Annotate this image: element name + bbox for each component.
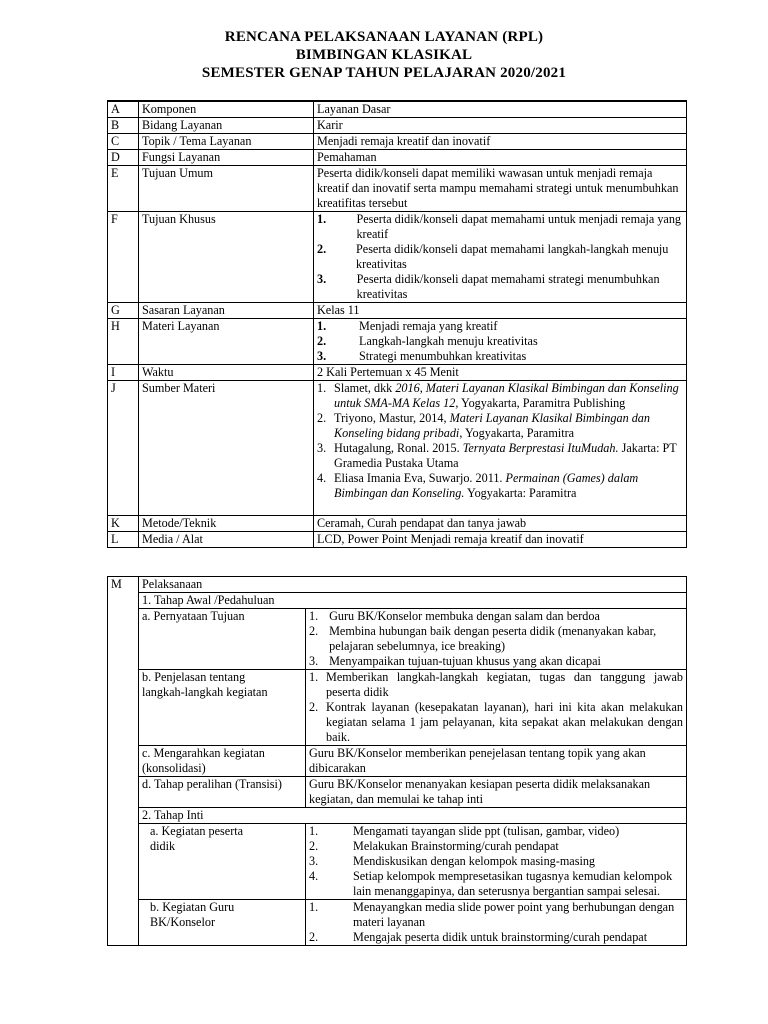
- row-label: Sumber Materi: [139, 381, 314, 516]
- row-label: Media / Alat: [139, 532, 314, 548]
- row-value: [314, 381, 687, 516]
- row-value: Layanan Dasar: [314, 101, 687, 118]
- list-item: 2. Triyono, Mastur, 2014, Materi Layanan Klasikal Bimbingan dan Konseling bidang pribadi, Yogyakarta, Paramitra: [317, 411, 650, 440]
- row-label: Komponen: [139, 101, 314, 118]
- list-item: 3. Menyampaikan tujuan-tujuan khusus yang akan dicapai: [309, 654, 601, 668]
- stage-heading: 1. Tahap Awal /Pedahuluan: [139, 593, 687, 609]
- document-title: [0, 28, 768, 82]
- table-row: [108, 777, 687, 808]
- list-item: 1. Guru BK/Konselor membuka dengan salam dan berdoa: [309, 609, 600, 623]
- row-label: Metode/Teknik: [139, 516, 314, 532]
- row-value: 2 Kali Pertemuan x 45 Menit: [314, 365, 687, 381]
- list-item: 3. Strategi menumbuhkan kreativitas: [317, 349, 527, 363]
- table-row: [108, 824, 687, 900]
- step-label: a. Pernyataan Tujuan: [139, 609, 306, 670]
- title-line-2: BIMBINGAN KLASIKAL: [295, 47, 473, 63]
- table-row: [108, 746, 687, 777]
- table-row: [108, 212, 687, 303]
- list-item: 1. Peserta didik/konseli dapat memahami untuk menjadi remaja yang kreatif: [317, 212, 682, 241]
- list-item: 2. Peserta didik/konseli dapat memahami langkah-langkah menuju kreativitas: [317, 242, 669, 271]
- step-label: d. Tahap peralihan (Transisi): [139, 777, 306, 808]
- list-item: 2. Langkah-langkah menuju kreativitas: [317, 334, 538, 348]
- title-line-1: RENCANA PELAKSANAAN LAYANAN (RPL): [224, 29, 544, 45]
- table-row: [108, 808, 687, 824]
- stage-heading: 2. Tahap Inti: [139, 808, 687, 824]
- table-row: [108, 593, 687, 609]
- list-item: 2. Mengajak peserta didik untuk brainstorming/curah pendapat: [309, 930, 648, 944]
- table-row: [108, 319, 687, 365]
- row-code: C: [108, 134, 139, 150]
- row-code: D: [108, 150, 139, 166]
- table-row: [108, 118, 687, 134]
- step-value: Guru BK/Konselor memberikan penejelasan tentang topik yang akan dibicarakan: [306, 746, 687, 777]
- table-row: [108, 134, 687, 150]
- rpl-component-table: [107, 100, 687, 548]
- list-item: 1. Mengamati tayangan slide ppt (tulisan, gambar, video): [309, 824, 620, 838]
- list-item: 3. Peserta didik/konseli dapat memahami strategi menumbuhkan kreativitas: [317, 272, 660, 301]
- step-label: b. Kegiatan Guru BK/Konselor: [139, 900, 306, 946]
- step-value: Guru BK/Konselor menanyakan kesiapan peserta didik melaksanakan kegiatan, dan memulai ke tahap inti: [306, 777, 687, 808]
- table-row: [108, 166, 687, 212]
- table-row: [108, 101, 687, 118]
- step-value: [306, 670, 687, 746]
- table-row: [108, 900, 687, 946]
- table-row: [108, 670, 687, 746]
- row-code: E: [108, 166, 139, 212]
- list-item: 4. Setiap kelompok mempresetasikan tugasnya kemudian kelompok lain menanggapinya, dan seterusnya bergantian sampai selesai.: [309, 869, 673, 898]
- row-value: [314, 212, 687, 303]
- list-item: 4. Eliasa Imania Eva, Suwarjo. 2011. Permainan (Games) dalam Bimbingan dan Konseling. Yogyakarta: Paramitra: [317, 471, 639, 500]
- title-line-3: SEMESTER GENAP TAHUN PELAJARAN 2020/2021: [201, 65, 567, 81]
- table-row: [108, 303, 687, 319]
- list-item: 2. Kontrak layanan (kesepakatan layanan), hari ini kita akan melakukan kegiatan selama 1 jam pelayanan, kita sepakat akan melakukan dengan baik.: [309, 700, 683, 744]
- row-code: I: [108, 365, 139, 381]
- table-row: [108, 609, 687, 670]
- step-value: [306, 609, 687, 670]
- row-value: Peserta didik/konseli dapat memiliki wawasan untuk menjadi remaja kreatif dan inovatif serta mampu memahami strategi untuk menumbuhkan kreatifitas tersebut: [314, 166, 687, 212]
- row-code: A: [108, 101, 139, 118]
- pelaksanaan-table: [107, 576, 687, 946]
- step-value: [306, 824, 687, 900]
- section-label: Pelaksanaan: [139, 577, 687, 593]
- step-label: c. Mengarahkan kegiatan (konsolidasi): [139, 746, 306, 777]
- table-row: [108, 516, 687, 532]
- row-code: M: [108, 577, 139, 946]
- list-item: 3. Mendiskusikan dengan kelompok masing-masing: [309, 854, 596, 868]
- list-item: 1. Menjadi remaja yang kreatif: [317, 319, 498, 333]
- row-code: J: [108, 381, 139, 516]
- row-label: Waktu: [139, 365, 314, 381]
- step-label: a. Kegiatan peserta didik: [139, 824, 306, 900]
- row-label: Topik / Tema Layanan: [139, 134, 314, 150]
- row-label: Tujuan Khusus: [139, 212, 314, 303]
- table-row: [108, 365, 687, 381]
- row-value: Karir: [314, 118, 687, 134]
- row-value: Pemahaman: [314, 150, 687, 166]
- row-value: Kelas 11: [314, 303, 687, 319]
- row-code: L: [108, 532, 139, 548]
- row-value: LCD, Power Point Menjadi remaja kreatif dan inovatif: [314, 532, 687, 548]
- list-item: 2. Melakukan Brainstorming/curah pendapat: [309, 839, 559, 853]
- row-label: Sasaran Layanan: [139, 303, 314, 319]
- list-item: 1. Slamet, dkk 2016, Materi Layanan Klasikal Bimbingan dan Konseling untuk SMA-MA Kelas 12, Yogyakarta, Paramitra Publishing: [317, 381, 679, 410]
- row-label: Tujuan Umum: [139, 166, 314, 212]
- list-item: 1. Memberikan langkah-langkah kegiatan, tugas dan tanggung jawab peserta didik: [309, 670, 683, 699]
- row-code: F: [108, 212, 139, 303]
- row-code: H: [108, 319, 139, 365]
- list-item: 2. Membina hubungan baik dengan peserta didik (menanyakan kabar, pelajaran sebelumnya, ice breaking): [309, 624, 657, 653]
- row-label: Materi Layanan: [139, 319, 314, 365]
- table-row: [108, 577, 687, 593]
- row-value: Menjadi remaja kreatif dan inovatif: [314, 134, 687, 150]
- table-row: [108, 381, 687, 516]
- row-value: [314, 319, 687, 365]
- row-code: K: [108, 516, 139, 532]
- list-item: 1. Menayangkan media slide power point yang berhubungan dengan materi layanan: [309, 900, 675, 929]
- list-item: 3. Hutagalung, Ronal. 2015. Ternyata Berprestasi ItuMudah. Jakarta: PT Gramedia Pustaka Utama: [317, 441, 677, 470]
- row-label: Bidang Layanan: [139, 118, 314, 134]
- row-label: Fungsi Layanan: [139, 150, 314, 166]
- step-label: b. Penjelasan tentang langkah-langkah kegiatan: [139, 670, 306, 746]
- row-code: G: [108, 303, 139, 319]
- row-value: Ceramah, Curah pendapat dan tanya jawab: [314, 516, 687, 532]
- step-value: [306, 900, 687, 946]
- table-row: [108, 150, 687, 166]
- row-code: B: [108, 118, 139, 134]
- table-row: [108, 532, 687, 548]
